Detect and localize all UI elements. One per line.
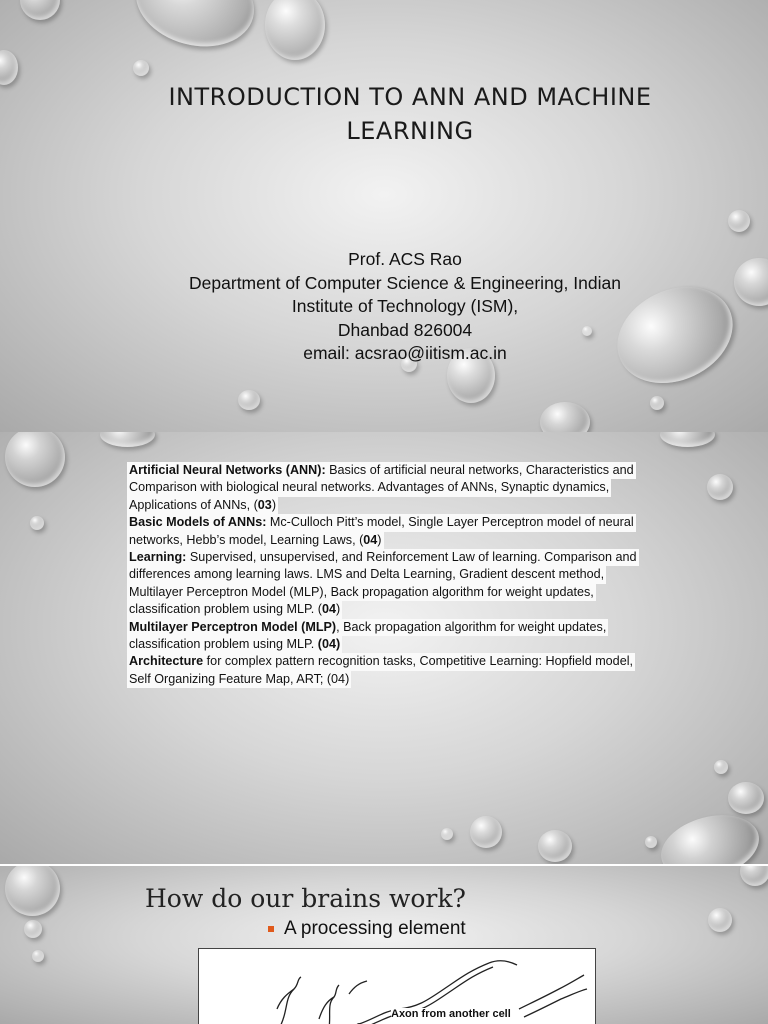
topic-hours: 04: [321, 602, 336, 617]
topic-text: Multilayer Perceptron Model (MLP), Back propagation algorithm for weight updates,: [129, 584, 594, 599]
water-drop: [660, 432, 715, 447]
topic-text: Comparison with biological neural networks. Advantages of ANNs, Synaptic dynamics,: [129, 480, 610, 495]
syllabus-line: [127, 462, 687, 479]
figure-label: Axon from another cell: [391, 1008, 511, 1020]
water-drop: [538, 830, 572, 862]
topic-heading: Architecture: [129, 654, 204, 669]
author-institute: Institute of Technology (ISM),: [291, 296, 519, 316]
topic-text: classification problem using MLP. (: [129, 602, 322, 617]
bullet-square-icon: [268, 926, 274, 932]
water-drop: [650, 396, 664, 410]
water-drop: [0, 50, 18, 85]
topic-text: Applications of ANNs, (: [129, 497, 258, 512]
water-drop: [654, 805, 766, 864]
water-drop: [707, 474, 733, 500]
topic-text: Mc-Culloch Pitt’s model, Single Layer Perceptron model of neural: [266, 515, 634, 530]
water-drop: [470, 816, 502, 848]
syllabus-line: [127, 566, 687, 583]
slide-title: How do our brains work?: [145, 884, 466, 913]
water-drop: [441, 828, 453, 840]
syllabus-line: [127, 532, 687, 549]
water-drop: [24, 920, 42, 938]
syllabus-line: [127, 636, 687, 653]
water-drop: [734, 258, 768, 306]
topic-text: Supervised, unsupervised, and Reinforcement Law of learning. Comparison and: [186, 550, 637, 565]
water-drop: [5, 432, 65, 487]
water-drop: [728, 210, 750, 232]
author-block: [150, 248, 660, 366]
author-city: Dhanbad 826004: [337, 319, 473, 340]
water-drop: [728, 782, 764, 814]
water-drop: [32, 950, 44, 962]
topic-heading: Multilayer Perceptron Model (MLP): [129, 619, 337, 634]
water-drop: [30, 516, 44, 530]
water-drop: [133, 60, 149, 76]
syllabus-line: [127, 549, 687, 566]
syllabus-line: [127, 497, 687, 514]
topic-text: ): [335, 602, 341, 617]
topic-text: for complex pattern recognition tasks, Competitive Learning: Hopfield model,: [203, 654, 633, 669]
topic-text: differences among learning laws. LMS and Delta Learning, Gradient descent method,: [129, 567, 605, 582]
water-drop: [540, 402, 590, 432]
topic-hours: 03: [257, 497, 272, 512]
topic-text: ): [377, 532, 382, 547]
slide-title: INTRODUCTION TO ANN AND MACHINE LEARNING: [168, 83, 652, 145]
neuron-figure: [198, 948, 596, 1024]
topic-heading: Artificial Neural Networks (ANN):: [129, 463, 326, 477]
topic-heading: Learning:: [129, 550, 187, 565]
topic-hours: (04): [317, 637, 341, 652]
topic-text: Self Organizing Feature Map, ART; (04): [129, 671, 350, 686]
water-drop: [645, 836, 657, 848]
bullet-item: [268, 918, 466, 940]
water-drop: [740, 866, 768, 886]
author-email: email: acsrao@iitism.ac.in: [303, 343, 507, 363]
water-drop: [714, 760, 728, 774]
slide-3: [0, 866, 768, 1024]
water-drop: [265, 0, 325, 60]
syllabus-line: [127, 671, 687, 688]
author-name: Prof. ACS Rao: [348, 249, 462, 269]
author-department: Department of Computer Science & Engineering, Indian: [189, 272, 621, 293]
syllabus-line: [127, 619, 687, 636]
water-drop: [100, 432, 155, 447]
water-drop: [708, 908, 732, 932]
topic-text: , Back propagation algorithm for weight updates,: [336, 619, 607, 634]
syllabus-line: [127, 514, 687, 531]
syllabus-line: [127, 479, 687, 496]
topic-text: ): [271, 497, 277, 512]
water-drop: [5, 866, 60, 916]
slide-1: [0, 0, 768, 432]
topic-text: networks, Hebb’s model, Learning Laws, (: [129, 532, 364, 547]
water-drop: [238, 390, 260, 410]
syllabus-line: [127, 584, 687, 601]
slide-2: [0, 432, 768, 864]
syllabus-content: [127, 462, 687, 688]
bullet-text: A processing element: [284, 918, 466, 939]
topic-heading: Basic Models of ANNs:: [129, 515, 267, 530]
topic-hours: 04: [363, 532, 378, 547]
water-drop: [20, 0, 60, 20]
topic-text: classification problem using MLP.: [129, 637, 318, 652]
water-drop: [126, 0, 264, 59]
syllabus-line: [127, 653, 687, 670]
topic-text: Basics of artificial neural networks, Characteristics and: [325, 463, 634, 477]
syllabus-line: [127, 601, 687, 618]
